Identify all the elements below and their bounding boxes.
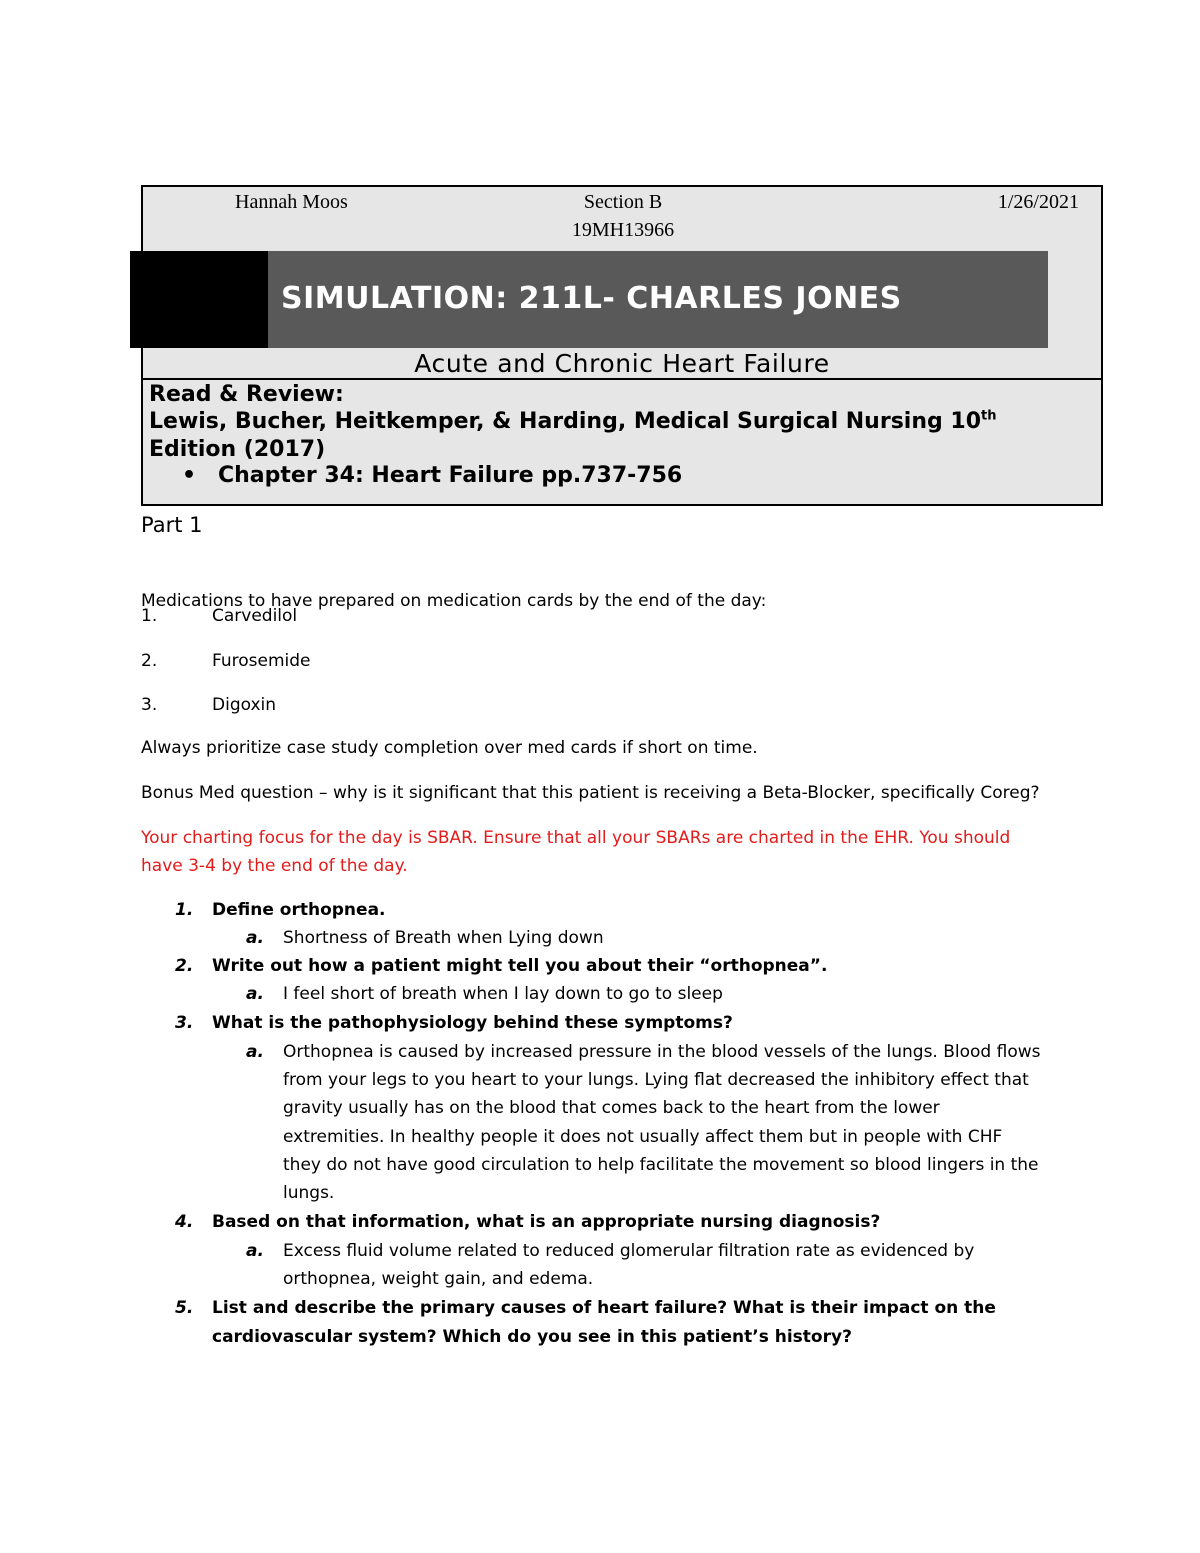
answer-4-text [283,1237,1073,1293]
med-name-3: Digoxin [212,695,277,715]
read-review-label: Read & Review: [149,382,344,407]
question-1-number: 1. [175,900,194,920]
answer-line: from your legs to you heart to your lungs. Lying flat decreased the inhibitory effect that [283,1070,1029,1091]
section-label: Section B [583,191,663,213]
question-line: List and describe the primary causes of heart failure? What is their impact on the [212,1298,996,1318]
med-number-2: 2. [141,651,158,671]
reference-line-1 [149,408,997,436]
title-accent-block [130,251,268,348]
question-2-text: Write out how a patient might tell you about their “orthopnea”. [212,956,828,976]
answer-line: I feel short of breath when I lay down to go to sleep [283,984,723,1004]
answer-4-letter: a. [246,1241,264,1261]
question-2-number: 2. [175,956,194,976]
question-3-number: 3. [175,1013,194,1033]
answer-2-letter: a. [246,984,264,1004]
page-subtitle: Acute and Chronic Heart Failure [414,349,830,378]
student-name: Hannah Moos [235,191,348,213]
answer-line: they do not have good circulation to help facilitate the movement so blood lingers in the [283,1154,1039,1175]
subtitle-divider [141,378,1103,380]
chapter-bullet: • [182,463,197,488]
answer-3-text [283,1038,1073,1207]
answer-line: Shortness of Breath when Lying down [283,928,604,948]
answer-1-letter: a. [246,928,264,948]
reference-text: Lewis, Bucher, Heitkemper, & Harding, Medical Surgical Nursing 10 [149,409,982,434]
bonus-question: Bonus Med question – why is it significant that this patient is receiving a Beta-Blocker, specifically Coreg? [141,783,1040,803]
question-line: cardiovascular system? Which do you see in this patient’s history? [212,1326,852,1347]
priority-note: Always prioritize case study completion over med cards if short on time. [141,738,758,758]
answer-line: extremities. In healthy people it does not usually affect them but in people with CHF [283,1126,1003,1147]
med-intro: Medications to have prepared on medication cards by the end of the day: [141,591,767,611]
answer-line: gravity usually has on the blood that comes back to the heart from the lower [283,1098,940,1119]
question-3-text: What is the pathophysiology behind these symptoms? [212,1013,733,1033]
question-4-number: 4. [175,1212,194,1232]
answer-2-text [283,980,1073,1008]
charting-note-line-2: have 3-4 by the end of the day. [141,856,408,876]
part-heading: Part 1 [141,513,203,537]
med-name-1: Carvedilol [212,606,298,626]
charting-note-line-1: Your charting focus for the day is SBAR. Ensure that all your SBARs are charted in the EHR. You should [141,828,1011,848]
reference-line-2: Edition (2017) [149,437,326,462]
med-number-1: 1. [141,606,158,626]
med-number-3: 3. [141,695,158,715]
answer-line: Orthopnea is caused by increased pressure in the blood vessels of the lungs. Blood flows [283,1042,1041,1062]
student-id: 19MH13966 [571,219,675,241]
page-title: SIMULATION: 211L- CHARLES JONES [281,281,902,316]
question-5-number: 5. [175,1298,194,1318]
question-5-text [212,1294,996,1351]
answer-line: lungs. [283,1183,335,1204]
question-4-text: Based on that information, what is an appropriate nursing diagnosis? [212,1212,881,1232]
title-bar [268,251,1048,348]
answer-3-letter: a. [246,1042,264,1062]
answer-line: orthopnea, weight gain, and edema. [283,1269,594,1290]
date-label: 1/26/2021 [997,191,1079,213]
question-1-text: Define orthopnea. [212,900,386,920]
answer-line: Excess fluid volume related to reduced glomerular filtration rate as evidenced by [283,1241,975,1261]
reference-superscript: th [981,408,997,424]
med-name-2: Furosemide [212,651,311,671]
answer-1-text [283,924,1073,952]
chapter-reference: Chapter 34: Heart Failure pp.737-756 [218,463,683,488]
